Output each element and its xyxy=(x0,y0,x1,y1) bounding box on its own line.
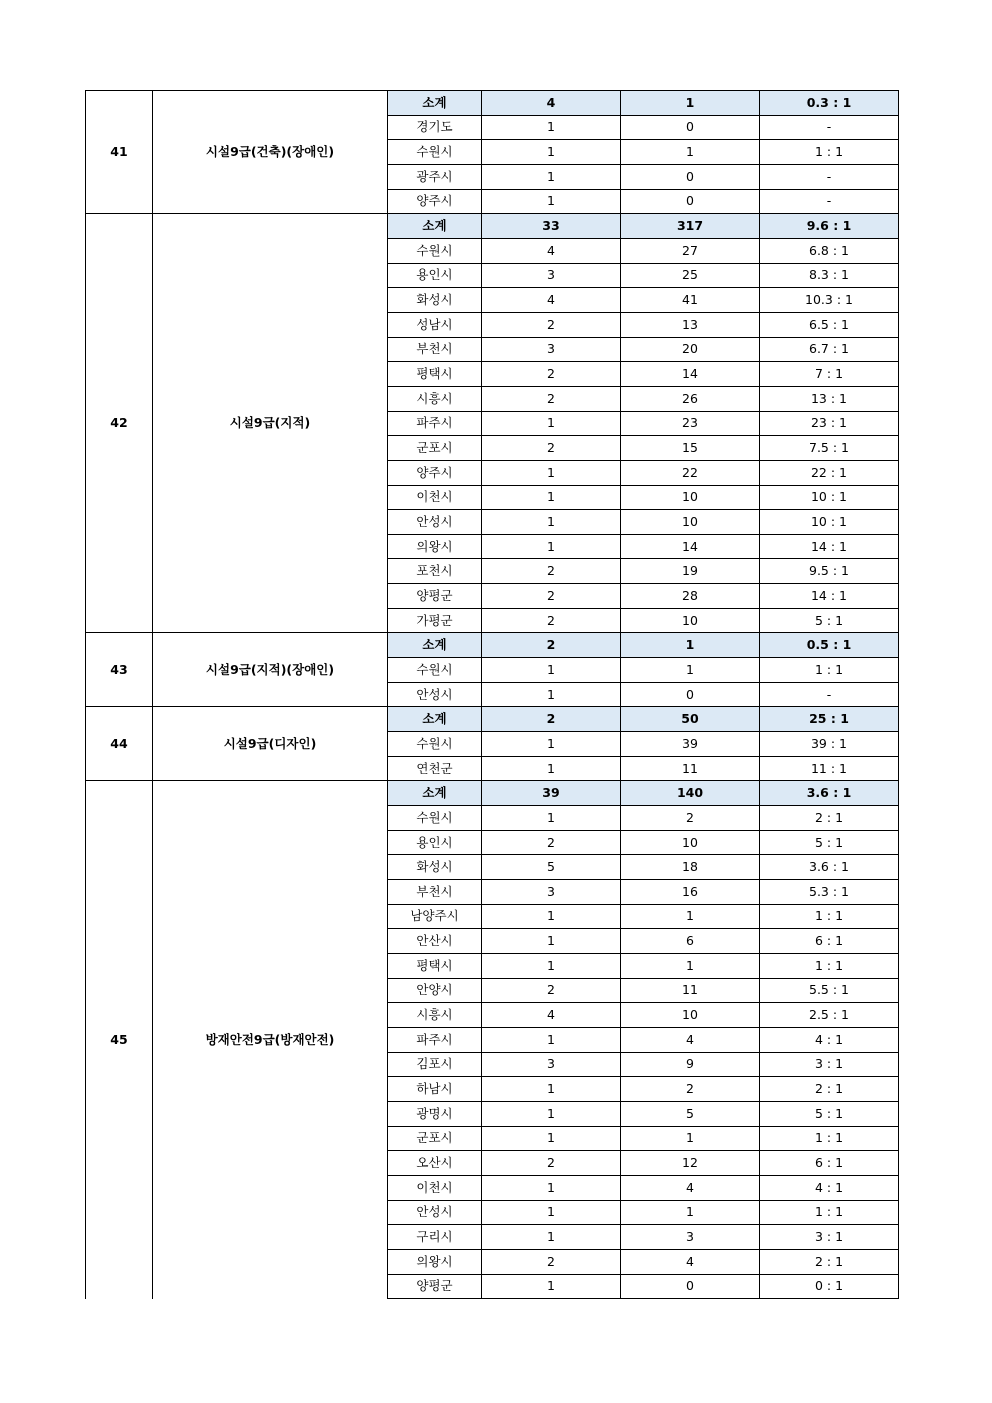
positions-cell: 1 xyxy=(482,1225,621,1250)
applicants-cell: 25 xyxy=(621,263,760,288)
ratio-cell: 1 : 1 xyxy=(760,1200,899,1225)
exam-category-title: 시설9급(디자인) xyxy=(153,707,388,781)
region-cell: 양평군 xyxy=(388,1274,482,1299)
positions-cell: 1 xyxy=(482,953,621,978)
ratio-cell: - xyxy=(760,189,899,214)
region-cell: 소계 xyxy=(388,781,482,806)
positions-cell: 2 xyxy=(482,312,621,337)
positions-cell: 3 xyxy=(482,263,621,288)
competition-rate-table-container xyxy=(85,90,899,1299)
applicants-cell: 140 xyxy=(621,781,760,806)
region-cell: 수원시 xyxy=(388,140,482,165)
region-cell: 경기도 xyxy=(388,115,482,140)
ratio-cell: 10.3 : 1 xyxy=(760,288,899,313)
region-cell: 가평군 xyxy=(388,608,482,633)
applicants-cell: 1 xyxy=(621,1200,760,1225)
ratio-cell: 14 : 1 xyxy=(760,584,899,609)
region-cell: 이천시 xyxy=(388,1175,482,1200)
applicants-cell: 50 xyxy=(621,707,760,732)
positions-cell: 39 xyxy=(482,781,621,806)
region-cell: 화성시 xyxy=(388,288,482,313)
ratio-cell: 2.5 : 1 xyxy=(760,1003,899,1028)
region-cell: 의왕시 xyxy=(388,1249,482,1274)
applicants-cell: 39 xyxy=(621,732,760,757)
applicants-cell: 0 xyxy=(621,682,760,707)
applicants-cell: 14 xyxy=(621,362,760,387)
positions-cell: 1 xyxy=(482,460,621,485)
positions-cell: 4 xyxy=(482,288,621,313)
competition-rate-table xyxy=(85,90,899,1299)
applicants-cell: 0 xyxy=(621,164,760,189)
positions-cell: 1 xyxy=(482,929,621,954)
positions-cell: 2 xyxy=(482,362,621,387)
region-cell: 이천시 xyxy=(388,485,482,510)
ratio-cell: 7 : 1 xyxy=(760,362,899,387)
ratio-cell: 0 : 1 xyxy=(760,1274,899,1299)
subtotal-row xyxy=(86,633,899,658)
region-cell: 연천군 xyxy=(388,756,482,781)
ratio-cell: 4 : 1 xyxy=(760,1175,899,1200)
group-number: 41 xyxy=(86,91,153,214)
ratio-cell: - xyxy=(760,115,899,140)
applicants-cell: 2 xyxy=(621,1077,760,1102)
region-cell: 양평군 xyxy=(388,584,482,609)
ratio-cell: 0.5 : 1 xyxy=(760,633,899,658)
positions-cell: 1 xyxy=(482,756,621,781)
positions-cell: 33 xyxy=(482,214,621,239)
positions-cell: 2 xyxy=(482,978,621,1003)
applicants-cell: 10 xyxy=(621,830,760,855)
ratio-cell: 5.5 : 1 xyxy=(760,978,899,1003)
region-cell: 안산시 xyxy=(388,929,482,954)
applicants-cell: 3 xyxy=(621,1225,760,1250)
region-cell: 파주시 xyxy=(388,1027,482,1052)
ratio-cell: 39 : 1 xyxy=(760,732,899,757)
positions-cell: 2 xyxy=(482,707,621,732)
applicants-cell: 22 xyxy=(621,460,760,485)
applicants-cell: 4 xyxy=(621,1175,760,1200)
ratio-cell: 14 : 1 xyxy=(760,534,899,559)
region-cell: 포천시 xyxy=(388,559,482,584)
positions-cell: 3 xyxy=(482,337,621,362)
region-cell: 평택시 xyxy=(388,953,482,978)
applicants-cell: 0 xyxy=(621,189,760,214)
ratio-cell: 2 : 1 xyxy=(760,806,899,831)
region-cell: 용인시 xyxy=(388,263,482,288)
region-cell: 부천시 xyxy=(388,337,482,362)
positions-cell: 1 xyxy=(482,140,621,165)
positions-cell: 1 xyxy=(482,1027,621,1052)
exam-category-title: 방재안전9급(방재안전) xyxy=(153,781,388,1299)
applicants-cell: 11 xyxy=(621,756,760,781)
positions-cell: 2 xyxy=(482,633,621,658)
region-cell: 수원시 xyxy=(388,658,482,683)
ratio-cell: 22 : 1 xyxy=(760,460,899,485)
positions-cell: 5 xyxy=(482,855,621,880)
region-cell: 광명시 xyxy=(388,1101,482,1126)
ratio-cell: 5 : 1 xyxy=(760,1101,899,1126)
positions-cell: 2 xyxy=(482,1151,621,1176)
region-cell: 군포시 xyxy=(388,436,482,461)
ratio-cell: - xyxy=(760,164,899,189)
applicants-cell: 1 xyxy=(621,91,760,116)
applicants-cell: 11 xyxy=(621,978,760,1003)
ratio-cell: 9.6 : 1 xyxy=(760,214,899,239)
applicants-cell: 5 xyxy=(621,1101,760,1126)
region-cell: 김포시 xyxy=(388,1052,482,1077)
region-cell: 양주시 xyxy=(388,189,482,214)
ratio-cell: 4 : 1 xyxy=(760,1027,899,1052)
applicants-cell: 10 xyxy=(621,510,760,535)
ratio-cell: 6.5 : 1 xyxy=(760,312,899,337)
positions-cell: 4 xyxy=(482,1003,621,1028)
ratio-cell: 3 : 1 xyxy=(760,1225,899,1250)
region-cell: 안성시 xyxy=(388,1200,482,1225)
applicants-cell: 27 xyxy=(621,238,760,263)
group-number: 43 xyxy=(86,633,153,707)
group-number: 44 xyxy=(86,707,153,781)
positions-cell: 2 xyxy=(482,436,621,461)
group-number: 45 xyxy=(86,781,153,1299)
applicants-cell: 28 xyxy=(621,584,760,609)
applicants-cell: 317 xyxy=(621,214,760,239)
positions-cell: 1 xyxy=(482,189,621,214)
ratio-cell: 25 : 1 xyxy=(760,707,899,732)
applicants-cell: 12 xyxy=(621,1151,760,1176)
ratio-cell: - xyxy=(760,682,899,707)
region-cell: 소계 xyxy=(388,633,482,658)
positions-cell: 2 xyxy=(482,584,621,609)
region-cell: 부천시 xyxy=(388,880,482,905)
positions-cell: 1 xyxy=(482,534,621,559)
ratio-cell: 9.5 : 1 xyxy=(760,559,899,584)
ratio-cell: 0.3 : 1 xyxy=(760,91,899,116)
applicants-cell: 10 xyxy=(621,1003,760,1028)
applicants-cell: 1 xyxy=(621,953,760,978)
subtotal-row xyxy=(86,214,899,239)
ratio-cell: 1 : 1 xyxy=(760,904,899,929)
positions-cell: 3 xyxy=(482,880,621,905)
positions-cell: 2 xyxy=(482,608,621,633)
ratio-cell: 2 : 1 xyxy=(760,1249,899,1274)
region-cell: 광주시 xyxy=(388,164,482,189)
positions-cell: 1 xyxy=(482,732,621,757)
ratio-cell: 8.3 : 1 xyxy=(760,263,899,288)
region-cell: 안양시 xyxy=(388,978,482,1003)
positions-cell: 1 xyxy=(482,682,621,707)
region-cell: 시흥시 xyxy=(388,386,482,411)
region-cell: 용인시 xyxy=(388,830,482,855)
ratio-cell: 6.8 : 1 xyxy=(760,238,899,263)
subtotal-row xyxy=(86,781,899,806)
positions-cell: 1 xyxy=(482,806,621,831)
region-cell: 오산시 xyxy=(388,1151,482,1176)
applicants-cell: 2 xyxy=(621,806,760,831)
ratio-cell: 7.5 : 1 xyxy=(760,436,899,461)
applicants-cell: 4 xyxy=(621,1027,760,1052)
region-cell: 의왕시 xyxy=(388,534,482,559)
region-cell: 소계 xyxy=(388,214,482,239)
region-cell: 양주시 xyxy=(388,460,482,485)
applicants-cell: 4 xyxy=(621,1249,760,1274)
ratio-cell: 1 : 1 xyxy=(760,658,899,683)
applicants-cell: 10 xyxy=(621,608,760,633)
applicants-cell: 23 xyxy=(621,411,760,436)
applicants-cell: 14 xyxy=(621,534,760,559)
applicants-cell: 1 xyxy=(621,1126,760,1151)
applicants-cell: 10 xyxy=(621,485,760,510)
region-cell: 화성시 xyxy=(388,855,482,880)
applicants-cell: 1 xyxy=(621,633,760,658)
region-cell: 성남시 xyxy=(388,312,482,337)
ratio-cell: 2 : 1 xyxy=(760,1077,899,1102)
ratio-cell: 11 : 1 xyxy=(760,756,899,781)
applicants-cell: 19 xyxy=(621,559,760,584)
applicants-cell: 26 xyxy=(621,386,760,411)
positions-cell: 1 xyxy=(482,485,621,510)
ratio-cell: 6.7 : 1 xyxy=(760,337,899,362)
positions-cell: 1 xyxy=(482,1101,621,1126)
subtotal-row xyxy=(86,707,899,732)
region-cell: 평택시 xyxy=(388,362,482,387)
ratio-cell: 23 : 1 xyxy=(760,411,899,436)
positions-cell: 1 xyxy=(482,1077,621,1102)
applicants-cell: 15 xyxy=(621,436,760,461)
positions-cell: 1 xyxy=(482,510,621,535)
applicants-cell: 1 xyxy=(621,658,760,683)
applicants-cell: 13 xyxy=(621,312,760,337)
region-cell: 수원시 xyxy=(388,238,482,263)
applicants-cell: 6 xyxy=(621,929,760,954)
applicants-cell: 0 xyxy=(621,1274,760,1299)
ratio-cell: 6 : 1 xyxy=(760,1151,899,1176)
region-cell: 구리시 xyxy=(388,1225,482,1250)
ratio-cell: 10 : 1 xyxy=(760,485,899,510)
positions-cell: 1 xyxy=(482,164,621,189)
positions-cell: 3 xyxy=(482,1052,621,1077)
table-body xyxy=(86,91,899,1299)
ratio-cell: 13 : 1 xyxy=(760,386,899,411)
region-cell: 소계 xyxy=(388,707,482,732)
ratio-cell: 5 : 1 xyxy=(760,608,899,633)
region-cell: 안성시 xyxy=(388,510,482,535)
positions-cell: 2 xyxy=(482,386,621,411)
ratio-cell: 1 : 1 xyxy=(760,1126,899,1151)
region-cell: 군포시 xyxy=(388,1126,482,1151)
positions-cell: 1 xyxy=(482,1274,621,1299)
positions-cell: 1 xyxy=(482,411,621,436)
applicants-cell: 1 xyxy=(621,904,760,929)
ratio-cell: 5 : 1 xyxy=(760,830,899,855)
ratio-cell: 3 : 1 xyxy=(760,1052,899,1077)
positions-cell: 1 xyxy=(482,1126,621,1151)
applicants-cell: 9 xyxy=(621,1052,760,1077)
ratio-cell: 3.6 : 1 xyxy=(760,781,899,806)
region-cell: 남양주시 xyxy=(388,904,482,929)
region-cell: 하남시 xyxy=(388,1077,482,1102)
region-cell: 소계 xyxy=(388,91,482,116)
region-cell: 파주시 xyxy=(388,411,482,436)
applicants-cell: 18 xyxy=(621,855,760,880)
subtotal-row xyxy=(86,91,899,116)
positions-cell: 1 xyxy=(482,658,621,683)
region-cell: 안성시 xyxy=(388,682,482,707)
exam-category-title: 시설9급(지적) xyxy=(153,214,388,633)
ratio-cell: 10 : 1 xyxy=(760,510,899,535)
applicants-cell: 0 xyxy=(621,115,760,140)
positions-cell: 1 xyxy=(482,904,621,929)
positions-cell: 4 xyxy=(482,91,621,116)
positions-cell: 2 xyxy=(482,559,621,584)
applicants-cell: 41 xyxy=(621,288,760,313)
ratio-cell: 3.6 : 1 xyxy=(760,855,899,880)
ratio-cell: 6 : 1 xyxy=(760,929,899,954)
exam-category-title: 시설9급(건축)(장애인) xyxy=(153,91,388,214)
ratio-cell: 1 : 1 xyxy=(760,953,899,978)
positions-cell: 1 xyxy=(482,1200,621,1225)
positions-cell: 2 xyxy=(482,1249,621,1274)
region-cell: 수원시 xyxy=(388,732,482,757)
applicants-cell: 1 xyxy=(621,140,760,165)
positions-cell: 1 xyxy=(482,115,621,140)
positions-cell: 4 xyxy=(482,238,621,263)
exam-category-title: 시설9급(지적)(장애인) xyxy=(153,633,388,707)
positions-cell: 1 xyxy=(482,1175,621,1200)
group-number: 42 xyxy=(86,214,153,633)
ratio-cell: 1 : 1 xyxy=(760,140,899,165)
positions-cell: 2 xyxy=(482,830,621,855)
ratio-cell: 5.3 : 1 xyxy=(760,880,899,905)
applicants-cell: 20 xyxy=(621,337,760,362)
region-cell: 시흥시 xyxy=(388,1003,482,1028)
applicants-cell: 16 xyxy=(621,880,760,905)
region-cell: 수원시 xyxy=(388,806,482,831)
